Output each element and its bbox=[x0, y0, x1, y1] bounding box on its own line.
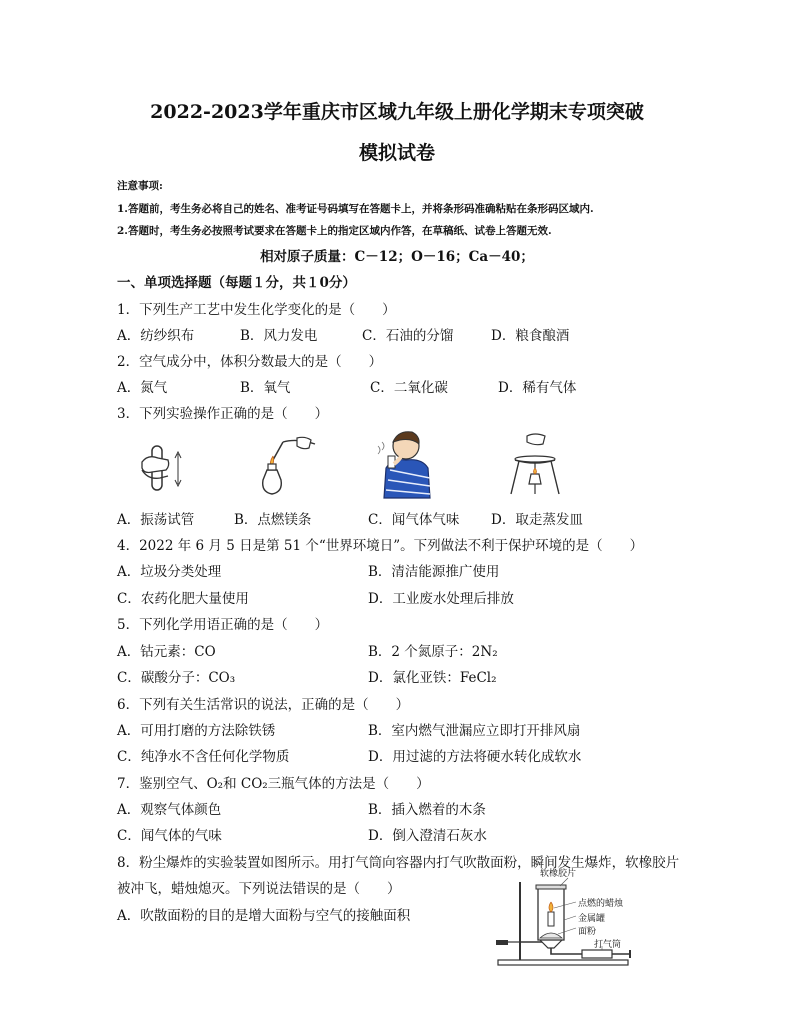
atomic-mass-line: 相对原子质量：C－12；O－16；Ca－40； bbox=[260, 249, 534, 265]
question-7-option-d: D．倒入澄清石灰水 bbox=[368, 828, 487, 844]
question-1-stem: 1．下列生产工艺中发生化学变化的是（ ） bbox=[117, 302, 396, 318]
question-7-option-a: A．观察气体颜色 bbox=[117, 802, 222, 818]
question-8-stem-continued: 被冲飞，蜡烛熄灭。下列说法错误的是（ ） bbox=[117, 881, 401, 897]
question-3-option-b: B．点燃镁条 bbox=[234, 512, 312, 528]
question-1-option-c: C．石油的分馏 bbox=[362, 328, 454, 344]
question-8-stem: 8．粉尘爆炸的实验装置如图所示。用打气筒向容器内打气吹散面粉，瞬间发生爆炸，软橡胶片 bbox=[117, 855, 680, 871]
question-2-option-b: B．氧气 bbox=[240, 380, 291, 396]
question-4-option-c: C．农药化肥大量使用 bbox=[117, 591, 249, 607]
question-6-stem: 6．下列有关生活常识的说法，正确的是（ ） bbox=[117, 697, 410, 713]
notes-item-1: 1.答题前，考生务必将自己的姓名、准考证号码填写在答题卡上，并将条形码准确粘贴在条形码区域内. bbox=[117, 203, 594, 215]
remove-dish-figure bbox=[505, 432, 565, 496]
question-5-option-b: B．2 个氮原子：2N₂ bbox=[368, 644, 498, 660]
notes-item-2: 2.答题时，考生务必按照考试要求在答题卡上的指定区域内作答，在草稿纸、试卷上答题无效. bbox=[117, 225, 552, 237]
question-1-option-a: A．纺纱织布 bbox=[117, 328, 195, 344]
question-6-option-a: A．可用打磨的方法除铁锈 bbox=[117, 723, 276, 739]
question-1-option-b: B．风力发电 bbox=[240, 328, 318, 344]
question-3-option-a: A．振荡试管 bbox=[117, 512, 195, 528]
label-pump: 打气筒 bbox=[594, 940, 622, 950]
document-title: 2022-2023学年重庆市区域九年级上册化学期末专项突破 bbox=[150, 101, 644, 123]
question-3-option-c: C．闻气体气味 bbox=[368, 512, 460, 528]
question-5-option-c: C．碳酸分子：CO₃ bbox=[117, 670, 236, 686]
question-5-option-d: D．氯化亚铁：FeCl₂ bbox=[368, 670, 497, 686]
document-subtitle: 模拟试卷 bbox=[358, 142, 435, 164]
question-5-option-a: A．钴元素：CO bbox=[117, 644, 216, 660]
question-4-stem: 4．2022 年 6 月 5 日是第 51 个“世界环境日”。下列做法不利于保护环境的是（ ） bbox=[117, 538, 644, 554]
question-4-option-b: B．清洁能源推广使用 bbox=[368, 564, 500, 580]
label-rubber-sheet: 软橡胶片 bbox=[540, 869, 577, 879]
question-7-option-b: B．插入燃着的木条 bbox=[368, 802, 486, 818]
section-heading: 一、单项选择题（每题１分，共１0分） bbox=[117, 275, 356, 291]
question-1-option-d: D．粮食酿酒 bbox=[491, 328, 570, 344]
label-lit-candle: 点燃的蜡烛 bbox=[578, 899, 624, 909]
question-2-stem: 2．空气成分中，体积分数最大的是（ ） bbox=[117, 354, 383, 370]
question-3-option-d: D．取走蒸发皿 bbox=[491, 512, 583, 528]
label-flour: 面粉 bbox=[578, 927, 597, 937]
dust-explosion-apparatus-figure bbox=[490, 866, 640, 970]
notes-heading: 注意事项: bbox=[117, 180, 163, 192]
question-7-stem: 7．鉴别空气、O₂和 CO₂三瓶气体的方法是（ ） bbox=[117, 776, 430, 792]
question-7-option-c: C．闻气体的气味 bbox=[117, 828, 222, 844]
question-5-stem: 5．下列化学用语正确的是（ ） bbox=[117, 617, 329, 633]
question-2-option-a: A．氮气 bbox=[117, 380, 168, 396]
shake-test-tube-figure bbox=[138, 440, 188, 500]
question-4-option-a: A．垃圾分类处理 bbox=[117, 564, 222, 580]
question-2-option-d: D．稀有气体 bbox=[498, 380, 577, 396]
question-6-option-b: B．室内燃气泄漏应立即打开排风扇 bbox=[368, 723, 581, 739]
label-metal-can: 金属罐 bbox=[578, 914, 606, 924]
question-4-option-d: D．工业废水处理后排放 bbox=[368, 591, 514, 607]
question-8-option-a: A．吹散面粉的目的是增大面粉与空气的接触面积 bbox=[117, 908, 411, 924]
question-2-option-c: C．二氧化碳 bbox=[370, 380, 448, 396]
smell-gas-figure bbox=[372, 428, 442, 500]
question-6-option-d: D．用过滤的方法将硬水转化成软水 bbox=[368, 749, 582, 765]
light-magnesium-figure bbox=[245, 434, 320, 502]
question-3-stem: 3．下列实验操作正确的是（ ） bbox=[117, 406, 329, 422]
question-6-option-c: C．纯净水不含任何化学物质 bbox=[117, 749, 290, 765]
